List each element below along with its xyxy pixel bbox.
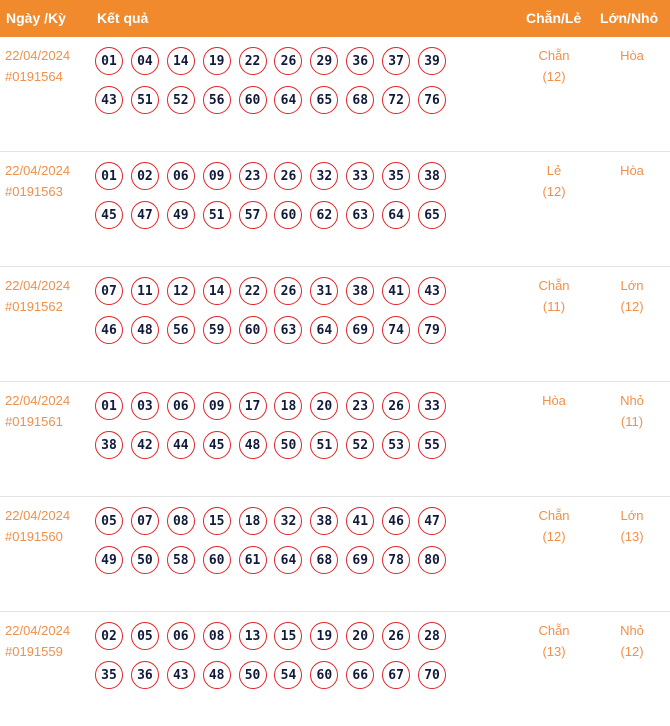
header-size: Lớn/Nhỏ bbox=[600, 10, 659, 26]
number-ball: 20 bbox=[310, 392, 338, 420]
number-ball: 26 bbox=[274, 277, 302, 305]
size-cell bbox=[602, 45, 662, 66]
number-ball: 12 bbox=[167, 277, 195, 305]
draw-date: 22/04/2024 bbox=[5, 393, 71, 408]
number-ball: 09 bbox=[203, 162, 231, 190]
parity-value: Chẵn bbox=[538, 623, 570, 638]
draw-date-cell bbox=[5, 390, 70, 432]
number-ball: 19 bbox=[203, 47, 231, 75]
number-ball: 41 bbox=[346, 507, 374, 535]
table-body bbox=[0, 37, 670, 726]
parity-count: (11) bbox=[542, 299, 566, 314]
number-ball: 69 bbox=[346, 316, 374, 344]
number-ball: 35 bbox=[382, 162, 410, 190]
number-ball: 67 bbox=[382, 661, 410, 689]
size-cell bbox=[602, 390, 662, 432]
number-ball: 39 bbox=[418, 47, 446, 75]
number-ball: 60 bbox=[274, 201, 302, 229]
draw-id: #0191560 bbox=[5, 529, 63, 544]
header-date: Ngày /Kỳ bbox=[6, 10, 66, 26]
draw-date-cell bbox=[5, 620, 70, 662]
parity-value: Chẵn bbox=[538, 508, 570, 523]
draw-date: 22/04/2024 bbox=[5, 623, 71, 638]
number-ball: 06 bbox=[167, 622, 195, 650]
number-ball: 64 bbox=[274, 546, 302, 574]
number-ball: 50 bbox=[131, 546, 159, 574]
table-row bbox=[0, 267, 670, 382]
number-ball: 17 bbox=[239, 392, 267, 420]
number-ball: 61 bbox=[239, 546, 267, 574]
size-count: (12) bbox=[620, 644, 644, 659]
number-ball: 72 bbox=[382, 86, 410, 114]
number-ball: 51 bbox=[131, 86, 159, 114]
number-ball: 50 bbox=[274, 431, 302, 459]
number-ball: 80 bbox=[418, 546, 446, 574]
size-count: (13) bbox=[620, 529, 644, 544]
number-ball: 07 bbox=[131, 507, 159, 535]
number-ball: 59 bbox=[203, 316, 231, 344]
number-ball: 38 bbox=[310, 507, 338, 535]
number-ball: 51 bbox=[310, 431, 338, 459]
size-cell bbox=[602, 275, 662, 317]
number-ball: 38 bbox=[418, 162, 446, 190]
header-parity: Chẵn/Lẻ bbox=[526, 10, 582, 26]
number-ball: 45 bbox=[203, 431, 231, 459]
number-ball: 38 bbox=[346, 277, 374, 305]
number-ball: 60 bbox=[239, 86, 267, 114]
number-ball: 55 bbox=[418, 431, 446, 459]
ball-row bbox=[95, 659, 475, 699]
number-ball: 22 bbox=[239, 277, 267, 305]
draw-date: 22/04/2024 bbox=[5, 48, 71, 63]
number-ball: 50 bbox=[239, 661, 267, 689]
parity-count: (12) bbox=[542, 529, 566, 544]
number-ball: 32 bbox=[274, 507, 302, 535]
number-ball: 31 bbox=[310, 277, 338, 305]
number-ball: 14 bbox=[167, 47, 195, 75]
ball-row bbox=[95, 504, 475, 544]
size-cell bbox=[602, 620, 662, 662]
number-ball: 33 bbox=[346, 162, 374, 190]
parity-cell bbox=[524, 45, 584, 87]
number-ball: 08 bbox=[167, 507, 195, 535]
parity-count: (13) bbox=[542, 644, 566, 659]
number-ball: 41 bbox=[382, 277, 410, 305]
number-ball: 08 bbox=[203, 622, 231, 650]
number-ball: 64 bbox=[382, 201, 410, 229]
number-ball: 43 bbox=[167, 661, 195, 689]
draw-date: 22/04/2024 bbox=[5, 163, 71, 178]
draw-id: #0191564 bbox=[5, 69, 63, 84]
ball-row bbox=[95, 619, 475, 659]
size-value: Nhỏ bbox=[620, 623, 644, 638]
number-ball: 60 bbox=[310, 661, 338, 689]
number-ball: 07 bbox=[95, 277, 123, 305]
size-count: (11) bbox=[620, 414, 644, 429]
ball-row bbox=[95, 199, 475, 239]
number-ball: 13 bbox=[239, 622, 267, 650]
ball-row bbox=[95, 274, 475, 314]
number-ball: 26 bbox=[274, 47, 302, 75]
number-ball: 15 bbox=[274, 622, 302, 650]
number-ball: 18 bbox=[274, 392, 302, 420]
size-value: Hòa bbox=[620, 163, 644, 178]
number-ball: 79 bbox=[418, 316, 446, 344]
draw-id: #0191562 bbox=[5, 299, 63, 314]
size-value: Lớn bbox=[620, 508, 644, 523]
result-balls bbox=[95, 389, 475, 469]
number-ball: 51 bbox=[203, 201, 231, 229]
number-ball: 60 bbox=[203, 546, 231, 574]
number-ball: 69 bbox=[346, 546, 374, 574]
number-ball: 09 bbox=[203, 392, 231, 420]
number-ball: 06 bbox=[167, 162, 195, 190]
number-ball: 54 bbox=[274, 661, 302, 689]
number-ball: 23 bbox=[239, 162, 267, 190]
ball-row bbox=[95, 429, 475, 469]
number-ball: 15 bbox=[203, 507, 231, 535]
draw-date-cell bbox=[5, 275, 70, 317]
number-ball: 64 bbox=[274, 86, 302, 114]
parity-cell bbox=[524, 160, 584, 202]
result-balls bbox=[95, 274, 475, 354]
number-ball: 01 bbox=[95, 47, 123, 75]
parity-cell bbox=[524, 275, 584, 317]
number-ball: 45 bbox=[95, 201, 123, 229]
number-ball: 44 bbox=[167, 431, 195, 459]
result-balls bbox=[95, 44, 475, 124]
number-ball: 49 bbox=[95, 546, 123, 574]
number-ball: 05 bbox=[95, 507, 123, 535]
number-ball: 29 bbox=[310, 47, 338, 75]
number-ball: 14 bbox=[203, 277, 231, 305]
number-ball: 01 bbox=[95, 162, 123, 190]
parity-count: (12) bbox=[542, 184, 566, 199]
number-ball: 57 bbox=[239, 201, 267, 229]
number-ball: 47 bbox=[131, 201, 159, 229]
number-ball: 02 bbox=[95, 622, 123, 650]
number-ball: 26 bbox=[382, 622, 410, 650]
number-ball: 63 bbox=[346, 201, 374, 229]
number-ball: 23 bbox=[346, 392, 374, 420]
number-ball: 53 bbox=[382, 431, 410, 459]
number-ball: 56 bbox=[203, 86, 231, 114]
table-row bbox=[0, 152, 670, 267]
number-ball: 60 bbox=[239, 316, 267, 344]
parity-cell bbox=[524, 505, 584, 547]
number-ball: 36 bbox=[346, 47, 374, 75]
size-value: Nhỏ bbox=[620, 393, 644, 408]
result-balls bbox=[95, 619, 475, 699]
ball-row bbox=[95, 159, 475, 199]
ball-row bbox=[95, 84, 475, 124]
parity-value: Chẵn bbox=[538, 48, 570, 63]
size-value: Lớn bbox=[620, 278, 644, 293]
parity-value: Chẵn bbox=[538, 278, 570, 293]
number-ball: 28 bbox=[418, 622, 446, 650]
number-ball: 33 bbox=[418, 392, 446, 420]
number-ball: 52 bbox=[167, 86, 195, 114]
number-ball: 48 bbox=[131, 316, 159, 344]
table-header bbox=[0, 0, 670, 37]
number-ball: 66 bbox=[346, 661, 374, 689]
number-ball: 43 bbox=[418, 277, 446, 305]
ball-row bbox=[95, 314, 475, 354]
number-ball: 68 bbox=[346, 86, 374, 114]
ball-row bbox=[95, 44, 475, 84]
number-ball: 43 bbox=[95, 86, 123, 114]
number-ball: 26 bbox=[382, 392, 410, 420]
number-ball: 18 bbox=[239, 507, 267, 535]
table-row bbox=[0, 37, 670, 152]
number-ball: 48 bbox=[203, 661, 231, 689]
ball-row bbox=[95, 389, 475, 429]
number-ball: 02 bbox=[131, 162, 159, 190]
result-balls bbox=[95, 159, 475, 239]
draw-id: #0191559 bbox=[5, 644, 63, 659]
parity-cell bbox=[524, 390, 584, 411]
number-ball: 78 bbox=[382, 546, 410, 574]
number-ball: 04 bbox=[131, 47, 159, 75]
draw-id: #0191561 bbox=[5, 414, 63, 429]
number-ball: 58 bbox=[167, 546, 195, 574]
number-ball: 68 bbox=[310, 546, 338, 574]
size-cell bbox=[602, 505, 662, 547]
number-ball: 47 bbox=[418, 507, 446, 535]
parity-count: (12) bbox=[542, 69, 566, 84]
size-count: (12) bbox=[620, 299, 644, 314]
number-ball: 11 bbox=[131, 277, 159, 305]
result-balls bbox=[95, 504, 475, 584]
number-ball: 70 bbox=[418, 661, 446, 689]
number-ball: 19 bbox=[310, 622, 338, 650]
number-ball: 42 bbox=[131, 431, 159, 459]
table-row bbox=[0, 497, 670, 612]
size-value: Hòa bbox=[620, 48, 644, 63]
number-ball: 22 bbox=[239, 47, 267, 75]
parity-value: Lẻ bbox=[546, 163, 562, 178]
draw-date: 22/04/2024 bbox=[5, 278, 71, 293]
number-ball: 20 bbox=[346, 622, 374, 650]
table-row bbox=[0, 382, 670, 497]
number-ball: 49 bbox=[167, 201, 195, 229]
number-ball: 36 bbox=[131, 661, 159, 689]
number-ball: 48 bbox=[239, 431, 267, 459]
number-ball: 06 bbox=[167, 392, 195, 420]
draw-date-cell bbox=[5, 160, 70, 202]
table-row bbox=[0, 612, 670, 726]
number-ball: 37 bbox=[382, 47, 410, 75]
draw-date-cell bbox=[5, 45, 70, 87]
draw-id: #0191563 bbox=[5, 184, 63, 199]
number-ball: 46 bbox=[95, 316, 123, 344]
size-cell bbox=[602, 160, 662, 181]
number-ball: 05 bbox=[131, 622, 159, 650]
number-ball: 74 bbox=[382, 316, 410, 344]
number-ball: 46 bbox=[382, 507, 410, 535]
number-ball: 03 bbox=[131, 392, 159, 420]
draw-date: 22/04/2024 bbox=[5, 508, 71, 523]
parity-cell bbox=[524, 620, 584, 662]
number-ball: 64 bbox=[310, 316, 338, 344]
ball-row bbox=[95, 544, 475, 584]
parity-value: Hòa bbox=[542, 393, 566, 408]
draw-date-cell bbox=[5, 505, 70, 547]
number-ball: 01 bbox=[95, 392, 123, 420]
number-ball: 26 bbox=[274, 162, 302, 190]
number-ball: 62 bbox=[310, 201, 338, 229]
number-ball: 56 bbox=[167, 316, 195, 344]
number-ball: 65 bbox=[310, 86, 338, 114]
number-ball: 35 bbox=[95, 661, 123, 689]
number-ball: 65 bbox=[418, 201, 446, 229]
number-ball: 76 bbox=[418, 86, 446, 114]
number-ball: 63 bbox=[274, 316, 302, 344]
number-ball: 32 bbox=[310, 162, 338, 190]
number-ball: 38 bbox=[95, 431, 123, 459]
header-result: Kết quả bbox=[97, 10, 149, 26]
number-ball: 52 bbox=[346, 431, 374, 459]
